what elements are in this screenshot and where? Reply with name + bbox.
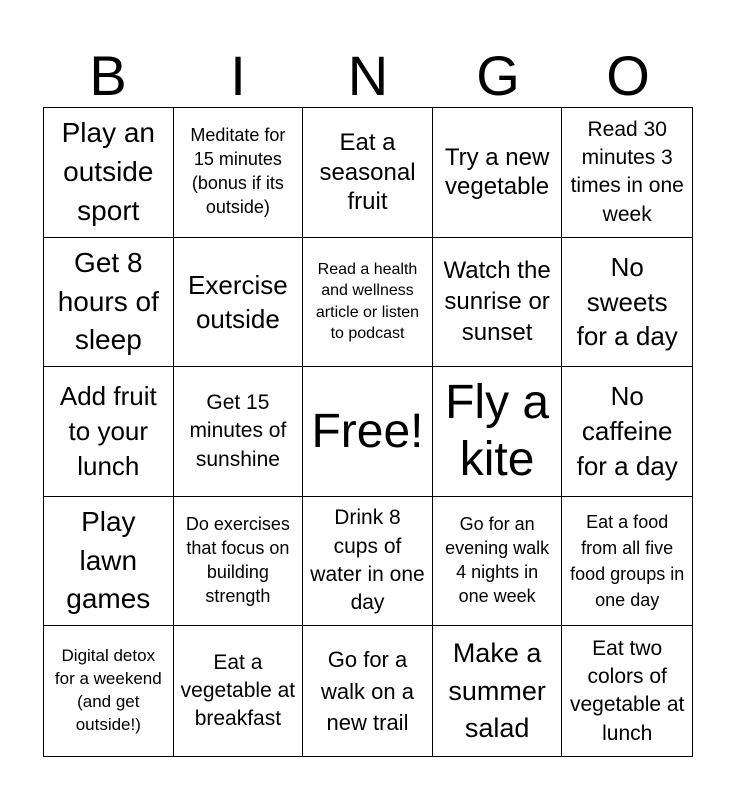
bingo-cell[interactable]	[303, 238, 433, 368]
cell-text: Fly a kite	[445, 375, 550, 487]
bingo-cell[interactable]	[303, 497, 433, 627]
cell-text: Read 30 minutes 3 times in one week	[570, 117, 684, 226]
bingo-cell-free[interactable]	[303, 367, 433, 497]
bingo-cell[interactable]	[174, 497, 304, 627]
cell-text: Try a new vegetable	[444, 144, 550, 201]
cell-text: Make a summer salad	[448, 638, 546, 743]
cell-text: Go for a walk on a new trail	[321, 647, 414, 735]
cell-text: Play lawn games	[66, 506, 151, 615]
header-letter-o: O	[606, 44, 650, 107]
header-letter-i: I	[230, 44, 246, 107]
bingo-cell[interactable]	[44, 626, 174, 756]
bingo-cell[interactable]	[562, 108, 692, 238]
cell-text: Drink 8 cups of water in one day	[310, 506, 425, 615]
bingo-cell[interactable]	[174, 367, 304, 497]
bingo-cell[interactable]	[44, 108, 174, 238]
bingo-cell[interactable]	[433, 367, 563, 497]
cell-text: Add fruit to your lunch	[59, 381, 157, 481]
bingo-cell[interactable]	[174, 626, 304, 756]
bingo-cell[interactable]	[303, 626, 433, 756]
cell-text: Exercise outside	[188, 269, 288, 334]
cell-text: Watch the sunrise or sunset	[443, 257, 551, 347]
cell-text: No sweets for a day	[576, 252, 678, 352]
bingo-cell[interactable]	[562, 367, 692, 497]
bingo-cell[interactable]	[562, 497, 692, 627]
cell-text: Eat a food from all five food groups in one day	[570, 511, 685, 611]
cell-text: Get 15 minutes of sunshine	[189, 390, 287, 471]
bingo-cell[interactable]	[303, 108, 433, 238]
cell-text: Eat a seasonal fruit	[319, 129, 416, 215]
header-letter-g: G	[476, 44, 520, 107]
bingo-board	[43, 107, 693, 757]
bingo-cell[interactable]	[44, 497, 174, 627]
cell-text: Meditate for 15 minutes (bonus if its outside)	[190, 125, 286, 218]
header-letter-b: B	[89, 44, 127, 107]
bingo-cell[interactable]	[562, 238, 692, 368]
cell-text: Eat two colors of vegetable at lunch	[569, 636, 685, 745]
bingo-cell[interactable]	[433, 626, 563, 756]
bingo-header	[43, 46, 693, 106]
cell-text: Digital detox for a weekend (and get outside!)	[54, 646, 162, 735]
bingo-cell[interactable]	[433, 497, 563, 627]
cell-text: Eat a vegetable at breakfast	[180, 650, 296, 731]
free-space-text: Free!	[311, 404, 424, 458]
cell-text: Read a health and wellness article or listen to podcast	[315, 260, 420, 343]
header-letter-n: N	[347, 44, 389, 107]
bingo-cell[interactable]	[44, 238, 174, 368]
bingo-cell[interactable]	[433, 108, 563, 238]
cell-text: Go for an evening walk 4 nights in one week	[445, 514, 550, 607]
bingo-cell[interactable]	[174, 238, 304, 368]
cell-text: No caffeine for a day	[576, 381, 678, 481]
bingo-cell[interactable]	[44, 367, 174, 497]
bingo-cell[interactable]	[433, 238, 563, 368]
cell-text: Play an outside sport	[61, 117, 155, 226]
cell-text: Get 8 hours of sleep	[57, 246, 159, 356]
bingo-cell[interactable]	[562, 626, 692, 756]
cell-text: Do exercises that focus on building strength	[185, 514, 290, 607]
bingo-cell[interactable]	[174, 108, 304, 238]
